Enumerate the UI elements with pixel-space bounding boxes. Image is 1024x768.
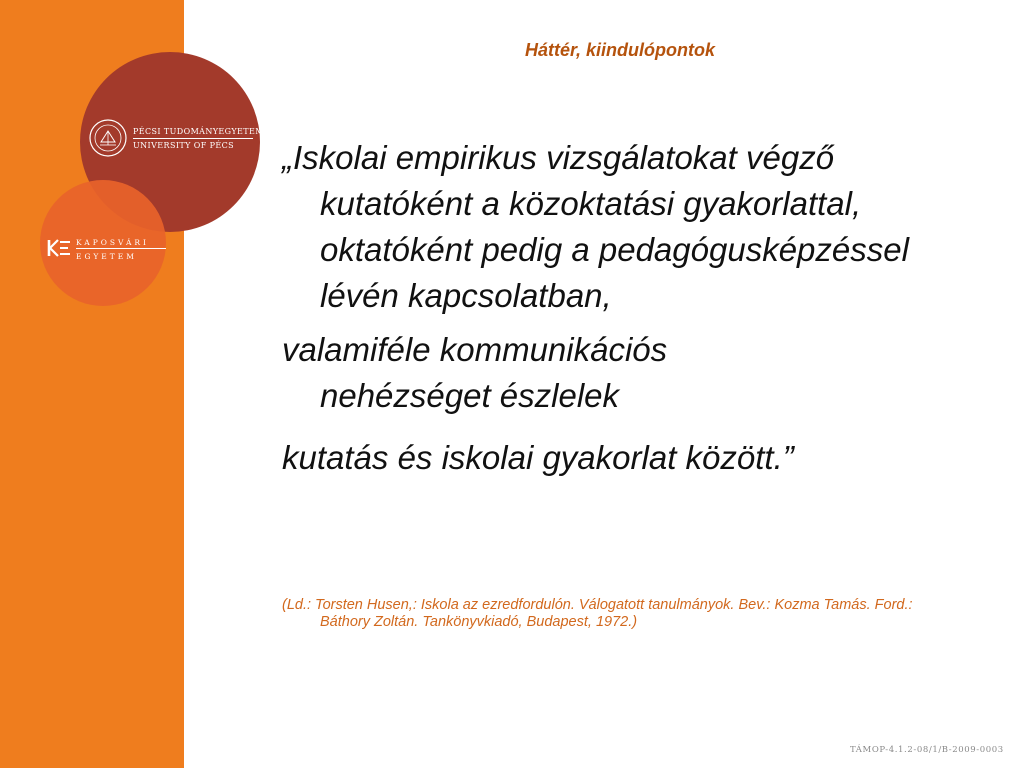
quote-paragraph-2: valamiféle kommunikációs nehézséget észlelek bbox=[282, 331, 668, 414]
university-seal-icon bbox=[88, 118, 128, 158]
ke-name-line2: EGYETEM bbox=[76, 252, 137, 261]
ke-name-line1: KAPOSVÁRI bbox=[76, 238, 149, 247]
quote-paragraph-1: „Iskolai empirikus vizsgálatokat végző kutatóként a közoktatási gyakorlattal, oktatóként pedig a pedagógusképzéssel lévén kapcsolatban, bbox=[282, 139, 909, 314]
ke-logo-rule bbox=[76, 248, 166, 249]
project-code: TÁMOP-4.1.2-08/1/B-2009-0003 bbox=[850, 745, 1004, 755]
quote-paragraph-3: kutatás és iskolai gyakorlat között.” bbox=[282, 439, 794, 476]
reference-note: (Ld.: Torsten Husen,: Iskola az ezredfordulón. Válogatott tanulmányok. Bev.: Kozma Tamás. Ford.: Báthory Zoltán. Tankönyvkiadó, Budapest, 1972.) bbox=[282, 597, 913, 630]
sidebar-band bbox=[0, 0, 264, 768]
kaposvar-logo-icon bbox=[46, 238, 74, 258]
ke-logo-text bbox=[76, 236, 149, 263]
quote-block bbox=[282, 135, 982, 481]
pte-name-en: UNIVERSITY OF PÉCS bbox=[133, 141, 235, 150]
pte-logo-rule bbox=[133, 138, 253, 139]
slide-title: Háttér, kiindulópontok bbox=[524, 40, 715, 60]
pte-logo-text bbox=[133, 126, 264, 152]
pte-name-hu: PÉCSI TUDOMÁNYEGYETEM bbox=[133, 127, 264, 136]
